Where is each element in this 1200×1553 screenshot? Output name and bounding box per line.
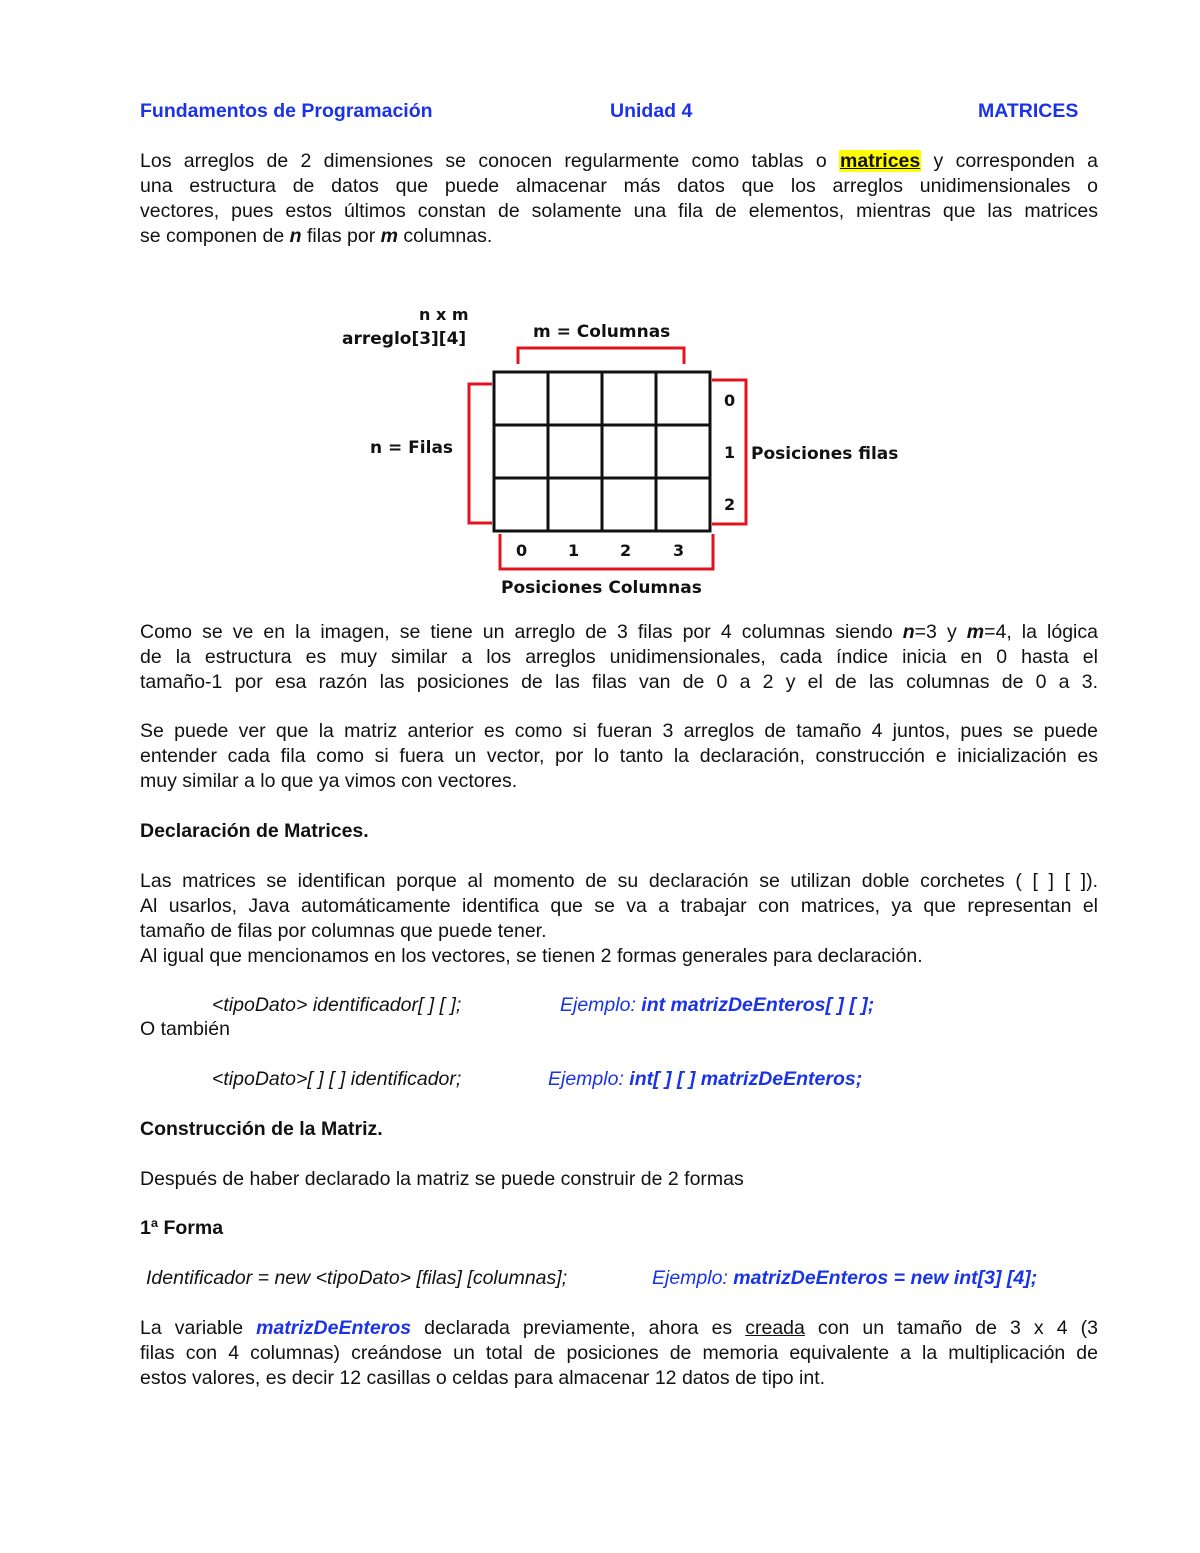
rows-bracket [469, 384, 492, 523]
header-topic: MATRICES [978, 100, 1079, 122]
example-label: Ejemplo: [560, 994, 642, 1016]
paragraph-matrix-as-arrays [140, 719, 1098, 794]
paragraph-declaration [140, 869, 1098, 969]
para6-line-2: filas con 4 columnas) creándose un total de posiciones de memoria equivalente a la multiplicación de [140, 1342, 1098, 1364]
construction-intro: Después de haber declarado la matriz se puede construir de 2 formas [140, 1168, 744, 1190]
para6-text: La variable [140, 1317, 257, 1339]
intro-text: y corresponden a [921, 150, 1098, 172]
variable-name: matrizDeEnteros [256, 1317, 412, 1339]
construction-syntax-1: Identificador = new <tipoDato> [filas] [columnas]; [146, 1267, 568, 1289]
section-heading-declaration: Declaración de Matrices. [140, 820, 369, 842]
example-label: Ejemplo: [548, 1068, 630, 1090]
matrix-grid [494, 372, 710, 531]
declaration-syntax-1: <tipoDato> identificador[ ] [ ]; [212, 994, 462, 1016]
col-positions-label: Posiciones Columnas [501, 578, 702, 598]
columns-bracket [518, 348, 684, 364]
section-heading-construction: Construcción de la Matriz. [140, 1118, 383, 1140]
intro-text: filas por [301, 225, 381, 247]
col-index-3: 3 [673, 541, 685, 560]
intro-text: columnas. [398, 225, 493, 247]
array-label: arreglo[3][4] [342, 329, 467, 349]
para3-line-3: muy similar a lo que ya vimos con vectores. [140, 770, 518, 792]
row-index-1: 1 [724, 443, 736, 462]
or-also-text: O también [140, 1018, 230, 1040]
var-n: n [289, 225, 302, 247]
row-positions-label: Posiciones filas [751, 444, 899, 464]
para6-line-3: estos valores, es decir 12 casillas o celdas para almacenar 12 datos de tipo int. [140, 1367, 826, 1389]
intro-text: Los arreglos de 2 dimensiones se conocen regularmente como tablas o [140, 150, 840, 172]
para6-text: declarada previamente, ahora es [411, 1317, 746, 1339]
para6-line-1 [140, 1316, 1098, 1341]
intro-text: se componen de [140, 225, 290, 247]
para2-line-1 [140, 620, 1098, 645]
example-code: int[ ] [ ] matrizDeEnteros; [629, 1068, 863, 1090]
matrix-diagram [330, 298, 910, 603]
row-index-0: 0 [724, 391, 736, 410]
intro-paragraph [140, 149, 1098, 249]
col-index-0: 0 [516, 541, 528, 560]
declaration-example-1 [560, 994, 874, 1017]
example-label: Ejemplo: [652, 1267, 734, 1289]
para2-text: Como se ve en la imagen, se tiene un arreglo de 3 filas por 4 columnas siendo [140, 621, 903, 643]
para4-line-2: Al usarlos, Java automáticamente identifica que se va a trabajar con matrices, ya que representan el [140, 895, 1098, 917]
intro-line-1 [140, 149, 1098, 174]
nxm-label: n x m [419, 305, 469, 324]
row-index-2: 2 [724, 495, 736, 514]
header-unit: Unidad 4 [610, 100, 693, 122]
declaration-example-2 [548, 1068, 862, 1091]
paragraph-array-explanation [140, 620, 1098, 695]
para2-text: =4, la lógica [984, 621, 1098, 643]
para3-line-1: Se puede ver que la matriz anterior es como si fueran 3 arreglos de tamaño 4 juntos, pues se puede [140, 720, 1098, 742]
para4-line-1: Las matrices se identifican porque al momento de su declaración se utilizan doble corchetes ( [ ] [ ]). [140, 870, 1098, 892]
example-code: int matrizDeEnteros[ ] [ ]; [641, 994, 875, 1016]
para4-line-4: Al igual que mencionamos en los vectores, se tienen 2 formas generales para declaración. [140, 945, 923, 967]
columns-label: m = Columnas [533, 322, 671, 342]
var-n: n [902, 621, 915, 643]
construction-example-1 [652, 1267, 1037, 1290]
rows-label: n = Filas [370, 438, 454, 458]
para4-line-3: tamaño de filas por columnas que puede tener. [140, 920, 547, 942]
intro-line-4 [140, 224, 1098, 249]
col-index-1: 1 [568, 541, 580, 560]
paragraph-created-matrix [140, 1316, 1098, 1391]
var-m: m [380, 225, 398, 247]
underlined-word: creada [745, 1317, 805, 1339]
declaration-syntax-2: <tipoDato>[ ] [ ] identificador; [212, 1068, 462, 1090]
intro-line-3: vectores, pues estos últimos constan de solamente una fila de elementos, mientras que las matrices [140, 200, 1098, 222]
example-code: matrizDeEnteros = new int[3] [4]; [733, 1267, 1038, 1289]
para2-text: =3 y [914, 621, 967, 643]
highlighted-term: matrices [840, 150, 921, 172]
intro-line-2: una estructura de datos que puede almacenar más datos que los arreglos unidimensionales o [140, 175, 1098, 197]
para3-line-2: entender cada fila como si fuera un vector, por lo tanto la declaración, construcción e inicialización es [140, 745, 1098, 767]
para6-text: con un tamaño de 3 x 4 (3 [804, 1317, 1098, 1339]
col-index-2: 2 [620, 541, 632, 560]
header-course: Fundamentos de Programación [140, 100, 433, 122]
var-m: m [966, 621, 985, 643]
para2-line-2: de la estructura es muy similar a los arreglos unidimensionales, cada índice inicia en 0 hasta el [140, 646, 1098, 668]
para2-line-3: tamaño-1 por esa razón las posiciones de las filas van de 0 a 2 y el de las columnas de 0 a 3. [140, 671, 1098, 693]
first-form-heading: 1ª Forma [140, 1217, 224, 1239]
